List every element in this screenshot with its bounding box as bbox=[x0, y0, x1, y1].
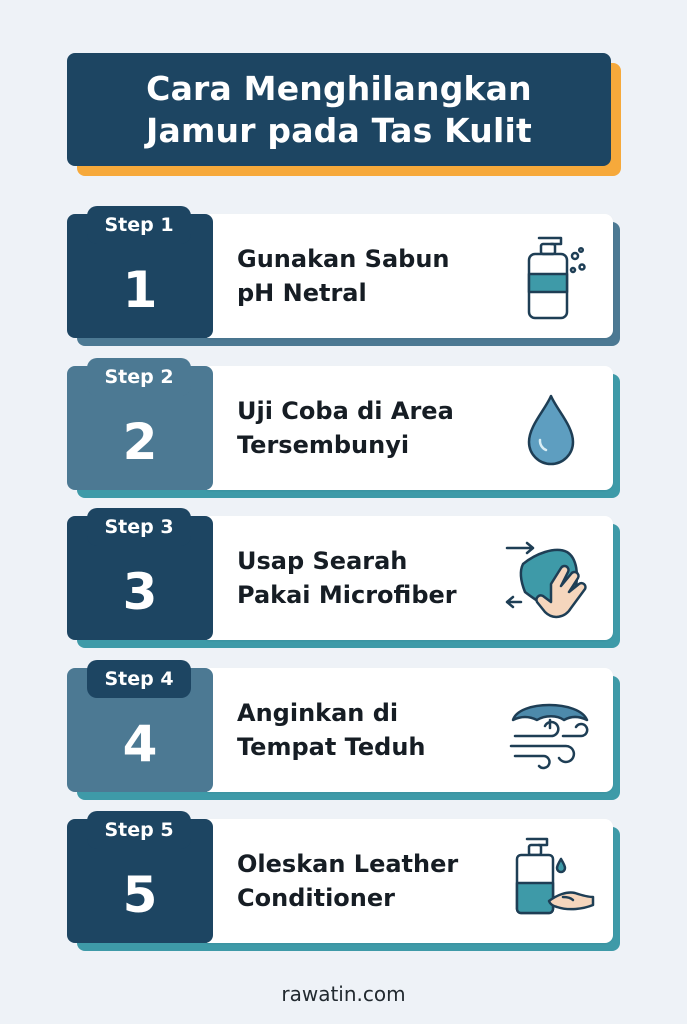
step-5-card bbox=[67, 819, 613, 943]
step-2-label bbox=[237, 366, 497, 490]
step-5-label-line-2: Conditioner bbox=[237, 884, 395, 912]
step-5-tab: Step 5 bbox=[87, 811, 191, 849]
step-4-label bbox=[237, 668, 497, 792]
step-2-label-line-2: Tersembunyi bbox=[237, 431, 410, 459]
step-4-tab: Step 4 bbox=[87, 660, 191, 698]
footer-website: rawatin.com bbox=[281, 982, 406, 1006]
conditioner-pump-hand-icon bbox=[505, 835, 597, 927]
title-box bbox=[67, 53, 611, 166]
step-4-label-line-2: Tempat Teduh bbox=[237, 733, 426, 761]
step-2-number: 2 bbox=[122, 413, 158, 471]
umbrella-wind-icon bbox=[505, 684, 597, 776]
step-4-label-line-1: Anginkan di bbox=[237, 699, 399, 727]
step-4-number: 4 bbox=[122, 715, 158, 773]
step-5-number: 5 bbox=[122, 866, 158, 924]
step-1-tab: Step 1 bbox=[87, 206, 191, 244]
title-line-1: Cara Menghilangkan bbox=[146, 68, 532, 108]
step-2-card bbox=[67, 366, 613, 490]
step-1-label bbox=[237, 214, 497, 338]
step-3-number: 3 bbox=[122, 563, 158, 621]
title-line-2: Jamur pada Tas Kulit bbox=[146, 110, 532, 150]
soap-bottle-icon bbox=[505, 230, 597, 322]
step-3-label bbox=[237, 516, 497, 640]
title-banner bbox=[67, 53, 611, 166]
hand-wiping-cloth-icon bbox=[505, 532, 597, 624]
step-2-tab: Step 2 bbox=[87, 358, 191, 396]
step-4-card bbox=[67, 668, 613, 792]
step-5-label-line-1: Oleskan Leather bbox=[237, 850, 459, 878]
step-1-card bbox=[67, 214, 613, 338]
step-3-card bbox=[67, 516, 613, 640]
step-3-label-line-2: Pakai Microfiber bbox=[237, 581, 457, 609]
step-1-label-line-2: pH Netral bbox=[237, 279, 367, 307]
step-5-label bbox=[237, 819, 497, 943]
step-2-label-line-1: Uji Coba di Area bbox=[237, 397, 454, 425]
step-1-number: 1 bbox=[122, 261, 158, 319]
step-3-label-line-1: Usap Searah bbox=[237, 547, 408, 575]
step-1-label-line-1: Gunakan Sabun bbox=[237, 245, 450, 273]
water-drop-icon bbox=[505, 382, 597, 474]
step-3-tab: Step 3 bbox=[87, 508, 191, 546]
